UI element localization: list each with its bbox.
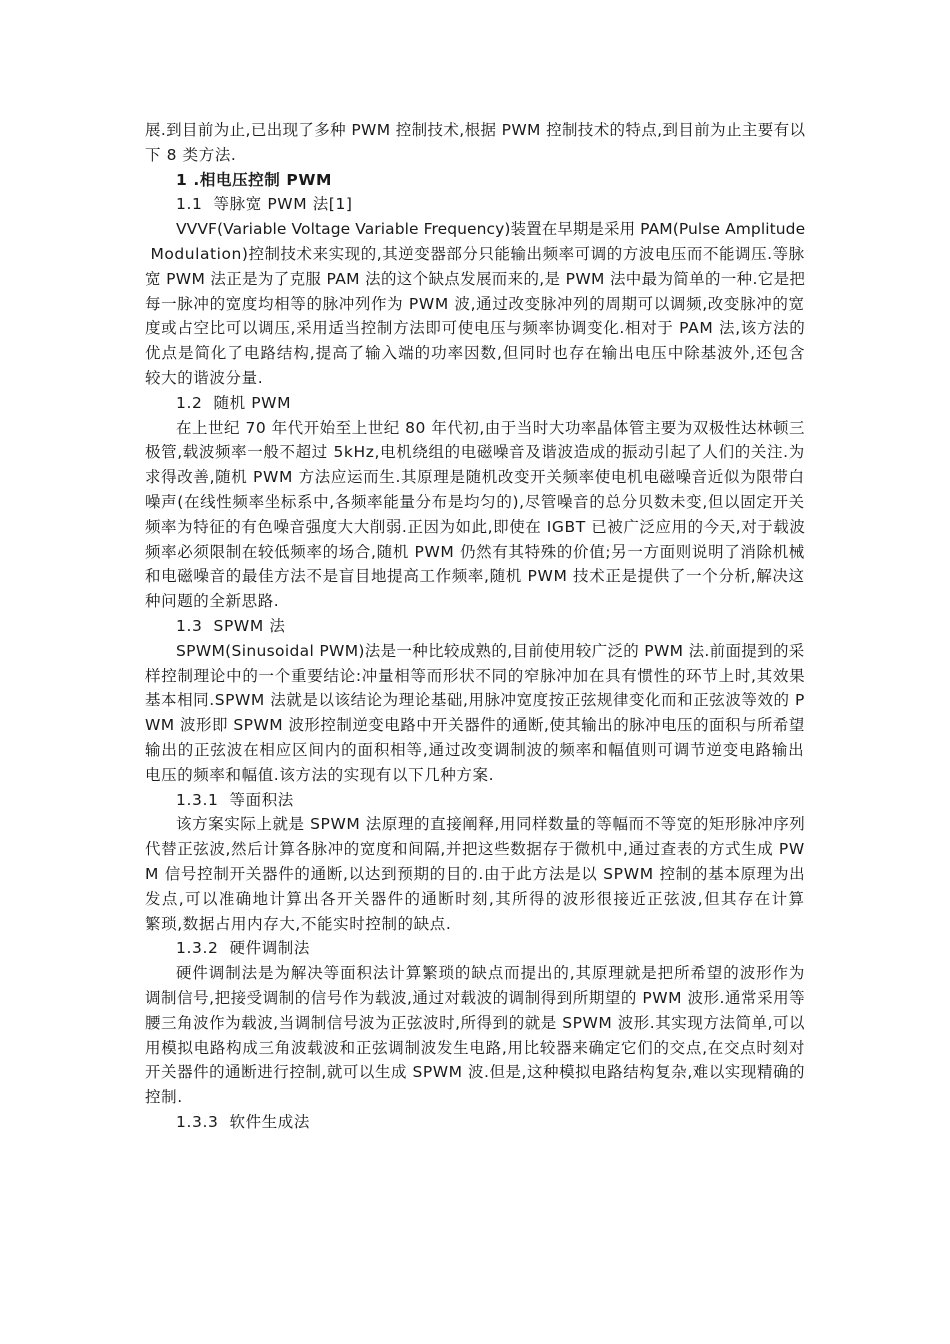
paragraph-line: 种问题的全新思路. [145, 592, 280, 610]
paragraph-line: 展.到目前为止,已出现了多种 PWM 控制技术,根据 PWM 控制技术的特点,到目前为止主要有以 [145, 121, 806, 139]
section-heading: 1.3.2 硬件调制法 [176, 939, 310, 957]
paragraph-line: 开关器件的通断进行控制,就可以生成 SPWM 波.但是,这种模拟电路结构复杂,难以实现精确的 [145, 1063, 806, 1081]
paragraph-line: 输出的正弦波在相应区间内的面积相等,通过改变调制波的频率和幅值则可调节逆变电路输出 [145, 741, 805, 759]
paragraph-line: 控制. [145, 1088, 183, 1106]
paragraph-line: 调制信号,把接受调制的信号作为载波,通过对载波的调制得到所期望的 PWM 波形.通常采用等 [145, 989, 806, 1007]
paragraph-line: 基本相同.SPWM 法就是以该结论为理论基础,用脉冲宽度按正弦规律变化而和正弦波等效的 P [145, 691, 805, 709]
section-heading: 1.3 SPWM 法 [176, 617, 286, 635]
paragraph-line: 电压的频率和幅值.该方法的实现有以下几种方案. [145, 766, 495, 784]
paragraph-line: 腰三角波作为载波,当调制信号波为正弦波时,所得到的就是 SPWM 波形.其实现方法简单,可以 [145, 1014, 806, 1032]
paragraph-line: 噪声(在线性频率坐标系中,各频率能量分布是均匀的),尽管噪音的总分贝数未变,但以固定开关 [145, 493, 805, 511]
section-heading: 1.1 等脉宽 PWM 法[1] [176, 195, 353, 213]
paragraph-line: 极管,载波频率一般不超过 5kHz,电机绕组的电磁噪音及谐波造成的振动引起了人们的关注.为 [145, 443, 805, 461]
paragraph-line: Modulation)控制技术来实现的,其逆变器部分只能输出频率可调的方波电压而不能调压.等脉 [145, 245, 805, 263]
paragraph-line: 较大的谐波分量. [145, 369, 264, 387]
paragraph-line: 代替正弦波,然后计算各脉冲的宽度和间隔,并把这些数据存于微机中,通过查表的方式生成 PW [145, 840, 805, 858]
paragraph-line: 频率必须限制在较低频率的场合,随机 PWM 仍然有其特殊的价值;另一方面则说明了消除机械 [145, 543, 805, 561]
paragraph-line: 优点是简化了电路结构,提高了输入端的功率因数,但同时也存在输出电压中除基波外,还包含 [145, 344, 806, 362]
paragraph-line: 用模拟电路构成三角波载波和正弦调制波发生电路,用比较器来确定它们的交点,在交点时刻对 [145, 1039, 806, 1057]
paragraph-line: 求得改善,随机 PWM 方法应运而生.其原理是随机改变开关频率使电机电磁噪音近似为限带白 [145, 468, 805, 486]
paragraph-line: 样控制理论中的一个重要结论:冲量相等而形状不同的窄脉冲加在具有惯性的环节上时,其效果 [145, 667, 806, 685]
paragraph-line: 该方案实际上就是 SPWM 法原理的直接阐释,用同样数量的等幅而不等宽的矩形脉冲序列 [176, 815, 806, 833]
section-heading: 1.2 随机 PWM [176, 394, 292, 412]
paragraph-line: 在上世纪 70 年代开始至上世纪 80 年代初,由于当时大功率晶体管主要为双极性达林顿三 [176, 419, 805, 437]
paragraph-line: 宽 PWM 法正是为了克服 PAM 法的这个缺点发展而来的,是 PWM 法中最为简单的一种.它是把 [145, 270, 806, 288]
paragraph-line: 每一脉冲的宽度均相等的脉冲列作为 PWM 波,通过改变脉冲列的周期可以调频,改变脉冲的宽 [145, 295, 805, 313]
paragraph-line: 发点,可以准确地计算出各开关器件的通断时刻,其所得的波形很接近正弦波,但其存在计算 [145, 890, 806, 908]
paragraph-line: 频率为特征的有色噪音强度大大削弱.正因为如此,即使在 IGBT 已被广泛应用的今天,对于载波 [145, 518, 806, 536]
paragraph-line: 下 8 类方法. [145, 146, 237, 164]
section-heading: 1 .相电压控制 PWM [176, 171, 333, 189]
paragraph-line: 繁琐,数据占用内存大,不能实时控制的缺点. [145, 915, 452, 933]
section-heading: 1.3.3 软件生成法 [176, 1113, 310, 1131]
paragraph-line: VVVF(Variable Voltage Variable Frequency)装置在早期是采用 PAM(Pulse Amplitude [176, 220, 806, 238]
paragraph-line: 度或占空比可以调压,采用适当控制方法即可使电压与频率协调变化.相对于 PAM 法,该方法的 [145, 319, 806, 337]
section-heading: 1.3.1 等面积法 [176, 791, 294, 809]
paragraph-line: M 信号控制开关器件的通断,以达到预期的目的.由于此方法是以 SPWM 控制的基本原理为出 [145, 865, 806, 883]
paragraph-line: 和电磁噪音的最佳方法不是盲目地提高工作频率,随机 PWM 技术正是提供了一个分析,解决这 [145, 567, 805, 585]
paragraph-line: SPWM(Sinusoidal PWM)法是一种比较成熟的,目前使用较广泛的 PWM 法.前面提到的采 [176, 642, 805, 660]
paragraph-line: WM 波形即 SPWM 波形控制逆变电路中开关器件的通断,使其输出的脉冲电压的面积与所希望 [145, 716, 805, 734]
paragraph-line: 硬件调制法是为解决等面积法计算繁琐的缺点而提出的,其原理就是把所希望的波形作为 [176, 964, 806, 982]
